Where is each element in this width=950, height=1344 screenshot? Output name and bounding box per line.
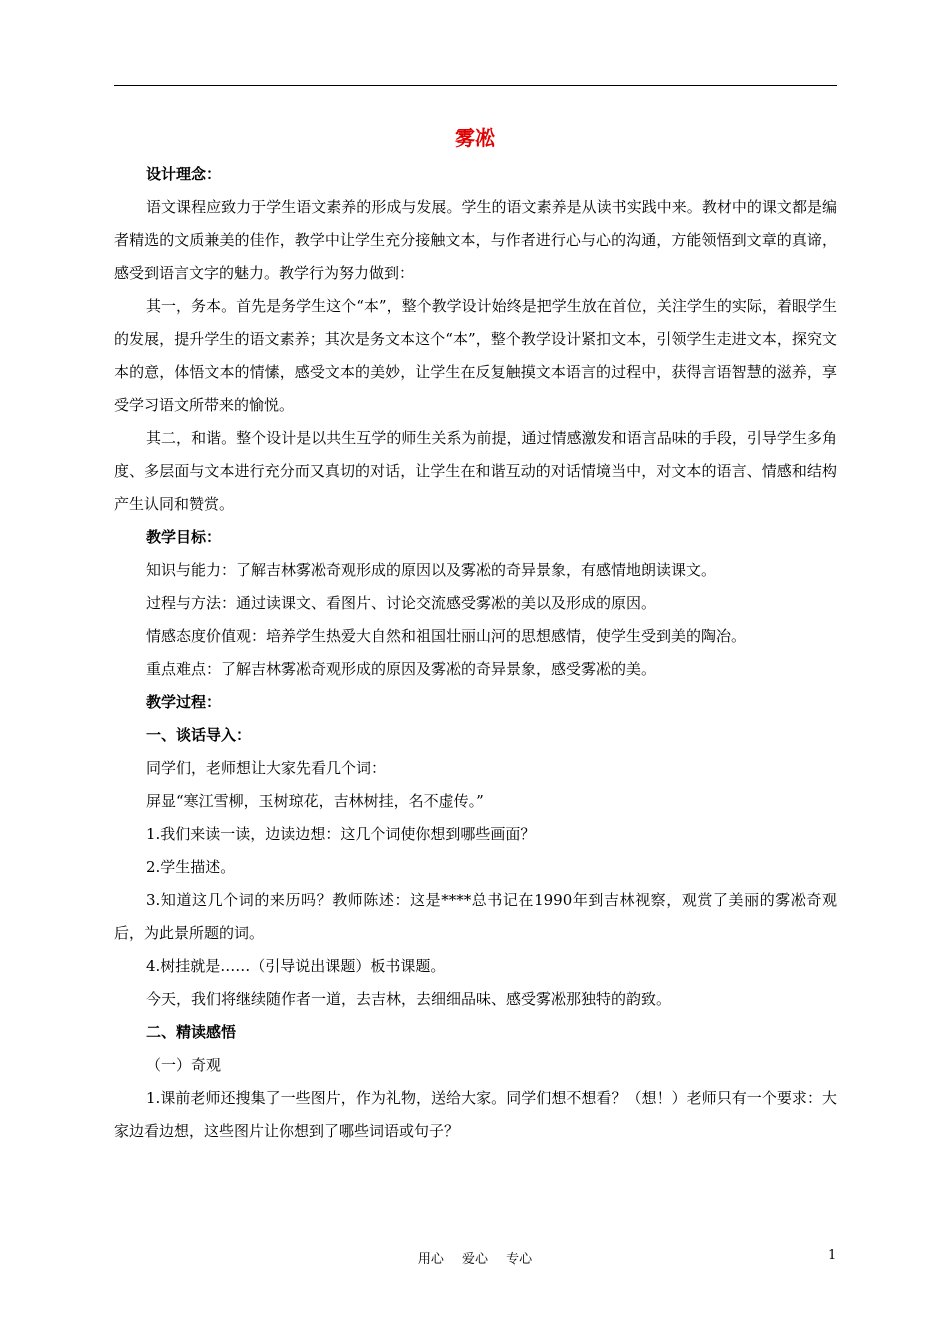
body-paragraph: 其二，和谐。整个设计是以共生互学的师生关系为前提，通过情感激发和语言品味的手段，引导学生多角度、多层面与文本进行充分而又真切的对话，让学生在和谐互动的对话情境当中，对文本的语言、情感和结构产生认同和赞赏。 — [114, 429, 837, 513]
document-body — [114, 158, 837, 1148]
page-footer — [0, 1248, 950, 1270]
section-heading: 设计理念： — [146, 165, 222, 183]
section-heading: 二、精读感悟 — [146, 1023, 237, 1041]
body-paragraph: 3.知道这几个词的来历吗？教师陈述：这是****总书记在1990年到吉林视察，观赏了美丽的雾凇奇观后，为此景所题的词。 — [114, 891, 837, 942]
body-paragraph: 知识与能力：了解吉林雾凇奇观形成的原因以及雾凇的奇异景象，有感情地朗读课文。 — [146, 561, 717, 579]
section-heading: 教学目标： — [146, 528, 222, 546]
body-paragraph: 重点难点：了解吉林雾凇奇观形成的原因及雾凇的奇异景象，感受雾凇的美。 — [146, 660, 657, 678]
body-paragraph: 今天，我们将继续随作者一道，去吉林，去细细品味、感受雾凇那独特的韵致。 — [146, 990, 672, 1008]
body-paragraph: 语文课程应致力于学生语文素养的形成与发展。学生的语文素养是从读书实践中来。教材中的课文都是编者精选的文质兼美的佳作，教学中让学生充分接触文本，与作者进行心与心的沟通，方能领悟到文章的真谛，感受到语言文字的魅力。教学行为努力做到： — [114, 198, 837, 282]
document-title: 雾凇 — [455, 126, 495, 150]
footer-motto: 用心 爱心 专心 — [417, 1252, 533, 1267]
section-heading: 一、谈话导入： — [146, 726, 252, 744]
body-paragraph: 同学们，老师想让大家先看几个词： — [146, 759, 387, 777]
header-rule — [114, 85, 837, 86]
page-number: 1 — [828, 1248, 837, 1263]
body-paragraph: 4.树挂就是……（引导说出课题）板书课题。 — [146, 957, 446, 975]
body-paragraph: 1.我们来读一读，边读边想：这几个词使你想到哪些画面？ — [146, 825, 536, 843]
body-paragraph: 过程与方法：通过读课文、看图片、讨论交流感受雾凇的美以及形成的原因。 — [146, 594, 657, 612]
body-paragraph: 2.学生描述。 — [146, 858, 236, 876]
body-paragraph: 1.课前老师还搜集了一些图片，作为礼物，送给大家。同学们想不想看？（想！）老师只有一个要求：大家边看边想，这些图片让你想到了哪些词语或句子？ — [114, 1089, 837, 1140]
body-paragraph: 屏显“寒江雪柳，玉树琼花，吉林树挂，名不虚传。” — [146, 792, 484, 810]
body-paragraph: 情感态度价值观：培养学生热爱大自然和祖国壮丽山河的思想感情，使学生受到美的陶冶。 — [146, 627, 747, 645]
body-paragraph: 其一，务本。首先是务学生这个“本”，整个教学设计始终是把学生放在首位，关注学生的实际，着眼学生的发展，提升学生的语文素养；其次是务文本这个“本”，整个教学设计紧扣文本，引领学生走进文本，探究文本的意，体悟文本的情愫，感受文本的美妙，让学生在反复触摸文本语言的过程中，获得言语智慧的滋养，享受学习语文所带来的愉悦。 — [114, 297, 837, 414]
section-heading: 教学过程： — [146, 693, 222, 711]
body-paragraph: （一）奇观 — [146, 1056, 222, 1074]
